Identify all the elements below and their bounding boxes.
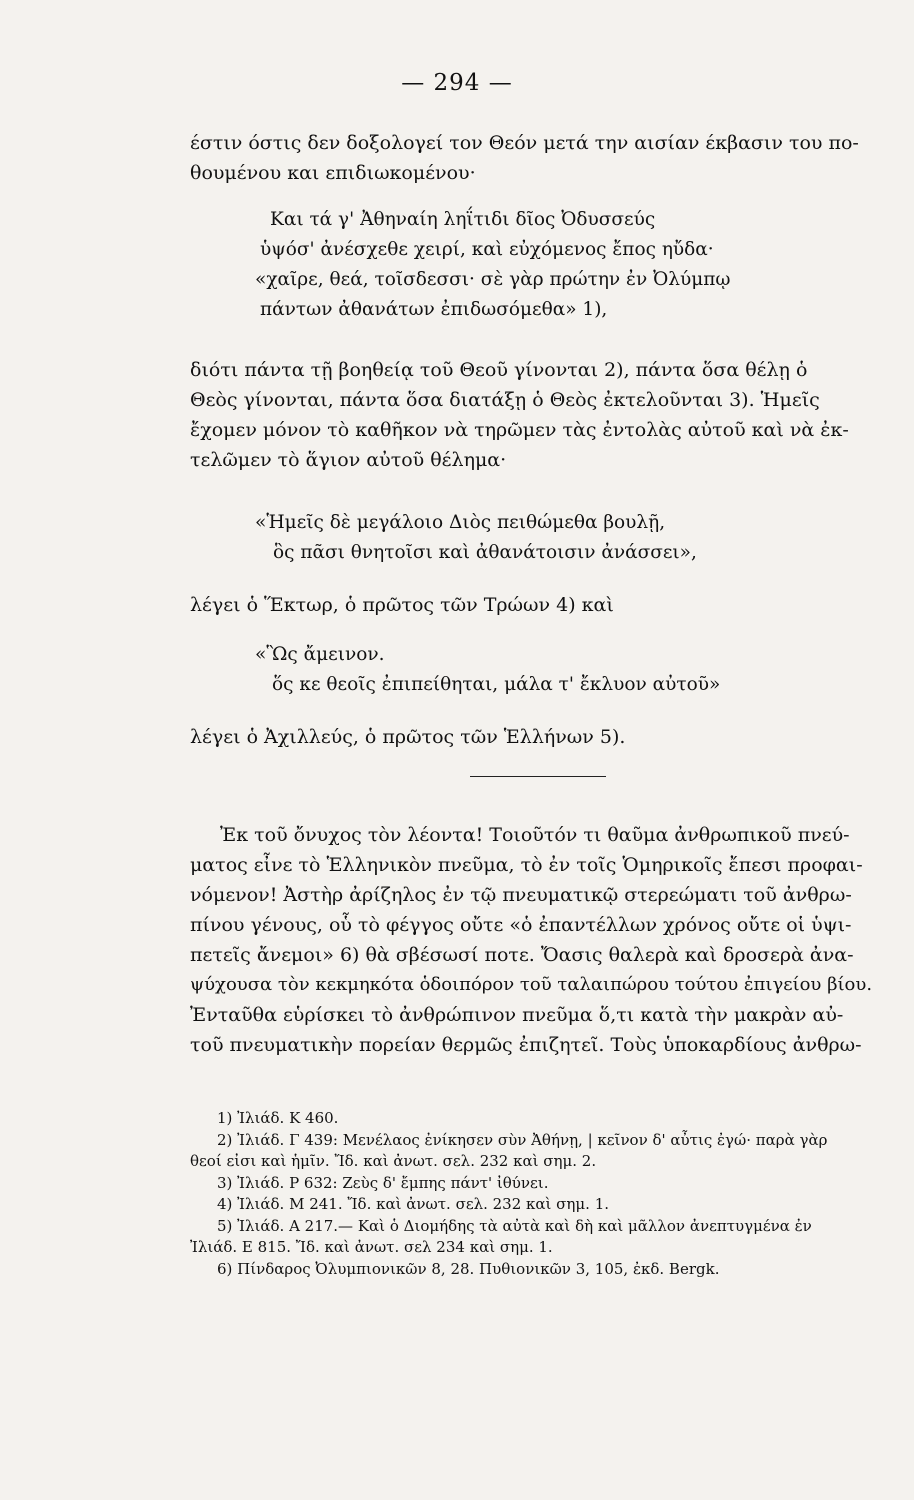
footnote: 2) Ἰλιάδ. Γ 439: Μενέλαος ἐνίκησεν σὺν Ἀθήνῃ, | κεῖνον δ' αὖτις ἐγώ· παρὰ γὰρ (217, 1130, 828, 1149)
paragraph-1 (190, 128, 890, 188)
verse-line: πάντων ἀθανάτων ἐπιδωσόμεθα» 1), (260, 299, 608, 320)
paragraph-5 (190, 820, 890, 1060)
paragraph-2 (190, 355, 890, 475)
footnote: 5) Ἰλιάδ. Α 217.— Καὶ ὁ Διομήδης τὰ αὐτὰ καὶ δὴ καὶ μᾶλλον ἀνεπτυγμένα ἐν (217, 1216, 812, 1235)
footnotes (190, 1108, 898, 1280)
text-line: έστιν όστις δεν δοξολογεί τον Θεόν μετά την αισίαν έκβασιν του πο- (190, 132, 859, 154)
verse-line: «χαῖρε, θεά, τοῖσδεσσι· σὲ γὰρ πρώτην ἐν Ὀλύμπῳ (255, 269, 731, 290)
text-line: Ἐκ τοῦ ὄνυχος τὸν λέοντα! Τοιοῦτόν τι θαῦμα ἀνθρωπικοῦ πνεύ- (220, 824, 850, 846)
page-number: — 294 — (401, 70, 513, 96)
text-line: λέγει ὁ Ἕκτωρ, ὁ πρῶτος τῶν Τρώων 4) καὶ (190, 594, 614, 616)
verse-quote-1 (255, 205, 875, 325)
text-line: τελῶμεν τὸ ἅγιον αὐτοῦ θέλημα· (190, 449, 507, 471)
text-line: πίνου γένους, οὗ τὸ φέγγος οὔτε «ὁ ἐπαντέλλων χρόνος οὔτε οἱ ὑψι- (190, 914, 852, 936)
text-line: Ἐνταῦθα εὑρίσκει τὸ ἀνθρώπινον πνεῦμα ὅ,τι κατὰ τὴν μακρὰν αὐ- (190, 1004, 844, 1026)
verse-line: Και τά γ' Ἀθηναίη ληΐτιδι δῖος Ὀδυσσεύς (270, 209, 656, 230)
text-line: Θεὸς γίνονται, πάντα ὅσα διατάξῃ ὁ Θεὸς ἐκτελοῦνται 3). Ἡμεῖς (190, 389, 820, 411)
text-line: θουμένου και επιδιωκομένου· (190, 162, 476, 184)
verse-line: «Ὣς ἄμεινον. (255, 644, 385, 665)
verse-quote-3 (255, 640, 875, 700)
text-line: ἔχομεν μόνον τὸ καθῆκον νὰ τηρῶμεν τὰς ἐντολὰς αὐτοῦ καὶ νὰ ἐκ- (190, 419, 849, 441)
footnote: 4) Ἰλιάδ. Μ 241. Ἴδ. καὶ ἀνωτ. σελ. 232 καὶ σημ. 1. (217, 1195, 610, 1213)
footnote: 1) Ἰλιάδ. Κ 460. (217, 1109, 339, 1127)
verse-line: ὑψόσ' ἀνέσχεθε χειρί, καὶ εὐχόμενος ἔπος ηὔδα· (260, 239, 714, 260)
paragraph-4 (190, 722, 890, 752)
text-line: ψύχουσα τὸν κεκμηκότα ὁδοιπόρον τοῦ ταλαιπώρου τούτου ἐπιγείου βίου. (190, 974, 873, 995)
text-line: νόμενον! Ἀστὴρ ἀρίζηλος ἐν τῷ πνευματικῷ στερεώματι τοῦ ἀνθρω- (190, 884, 852, 906)
text-line: λέγει ὁ Ἀχιλλεύς, ὁ πρῶτος τῶν Ἑλλήνων 5). (190, 726, 626, 748)
verse-line: ὃς πᾶσι θνητοῖσι καὶ ἀθανάτοισιν ἀνάσσει», (273, 542, 697, 563)
text-line: ματος εἶνε τὸ Ἑλληνικὸν πνεῦμα, τὸ ἐν τοῖς Ὁμηρικοῖς ἔπεσι προφαι- (190, 854, 863, 876)
verse-quote-2 (255, 508, 875, 568)
footnote: 3) Ἰλιάδ. Ρ 632: Ζεὺς δ' ἔμπης πάντ' ἰθύνει. (217, 1173, 549, 1192)
paragraph-3 (190, 590, 890, 620)
footnote: θεοί εἰσι καὶ ἡμῖν. Ἴδ. καὶ ἀνωτ. σελ. 232 καὶ σημ. 2. (190, 1152, 597, 1170)
verse-line: «Ἡμεῖς δὲ μεγάλοιο Διὸς πειθώμεθα βουλῇ, (255, 512, 666, 533)
text-line: τοῦ πνευματικὴν πορείαν θερμῶς ἐπιζητεῖ. Τοὺς ὑποκαρδίους ἀνθρω- (190, 1034, 862, 1056)
footnote: Ἰλιάδ. Ε 815. Ἴδ. καὶ ἀνωτ. σελ 234 καὶ σημ. 1. (190, 1238, 553, 1256)
text-line: πετεῖς ἄνεμοι» 6) θὰ σβέσωσί ποτε. Ὄασις θαλερὰ καὶ δροσερὰ ἀνα- (190, 944, 854, 966)
footnote: 6) Πίνδαρος Ὀλυμπιονικῶν 8, 28. Πυθιονικῶν 3, 105, ἐκδ. Bergk. (217, 1259, 720, 1278)
section-divider (470, 776, 606, 777)
text-line: διότι πάντα τῇ βοηθείᾳ τοῦ Θεοῦ γίνονται 2), πάντα ὅσα θέλῃ ὁ (190, 359, 808, 381)
verse-line: ὅς κε θεοῖς ἐπιπείθηται, μάλα τ' ἔκλυον αὐτοῦ» (272, 674, 721, 695)
